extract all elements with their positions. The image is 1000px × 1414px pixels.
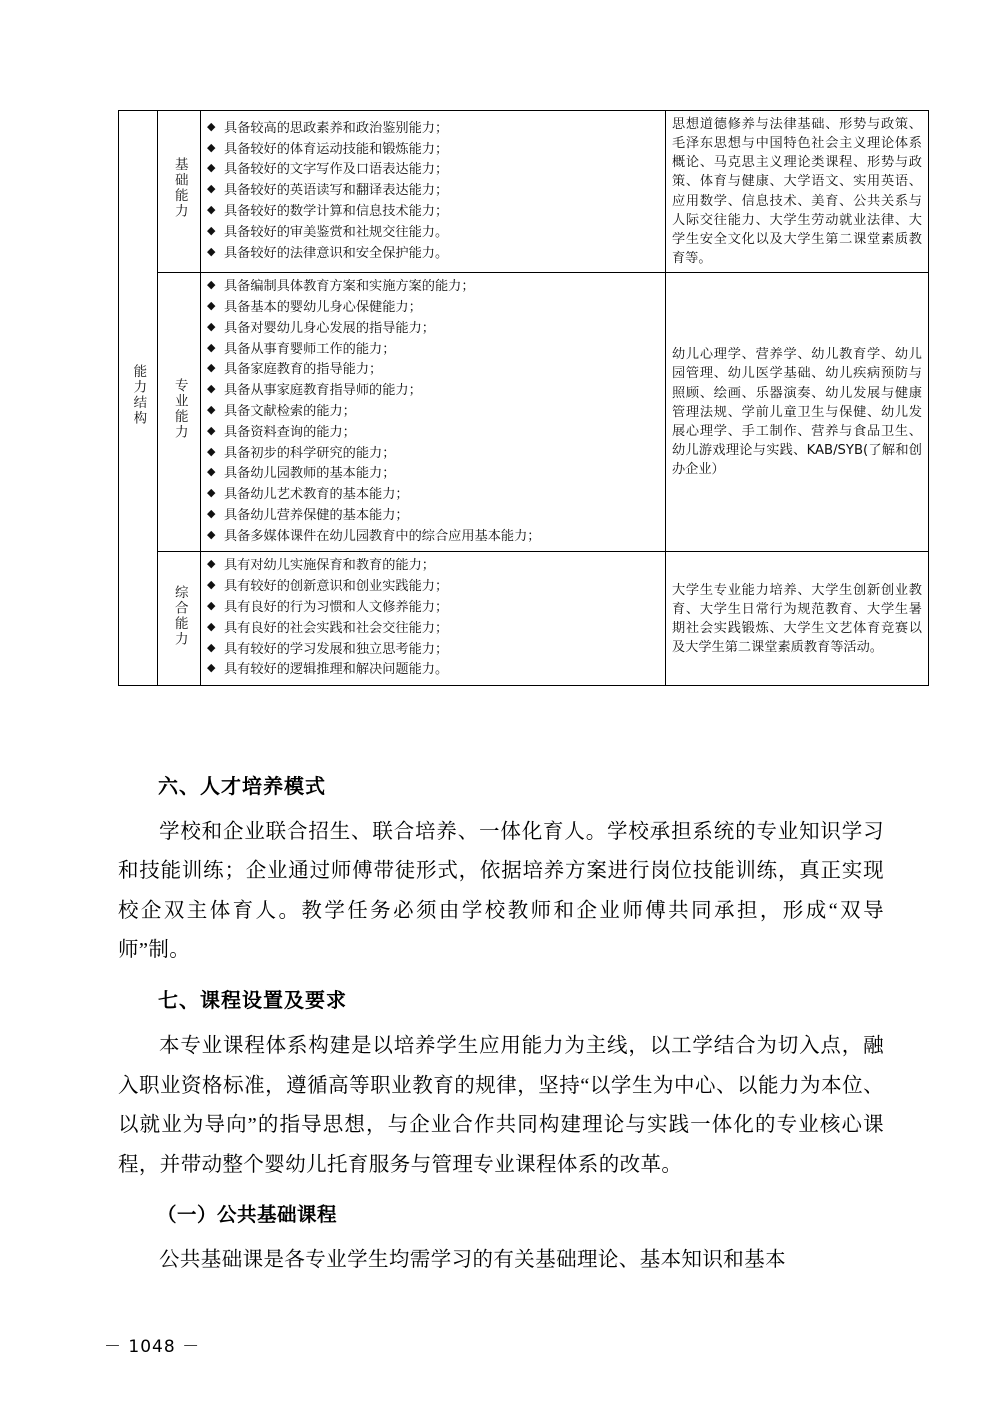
table-row xyxy=(119,111,929,273)
list-item: ◆ 具备较好的英语读写和翻译表达能力； xyxy=(207,181,659,201)
section-heading-6: 六、人才培养模式 xyxy=(158,774,326,798)
list-item: ◆ 具备基本的婴幼儿身心保健能力； xyxy=(207,298,659,318)
subsection-heading: （一）公共基础课程 xyxy=(157,1202,338,1226)
ability-list xyxy=(207,556,659,680)
list-item: ◆ 具有较好的学习发展和独立思考能力； xyxy=(207,640,659,660)
list-item: ◆ 具备幼儿艺术教育的基本能力； xyxy=(207,485,659,505)
ability-list xyxy=(207,277,659,546)
row-label-professional: 专业能力 xyxy=(158,273,201,552)
list-item: ◆ 具有较好的创新意识和创业实践能力； xyxy=(207,577,659,597)
list-item: ◆ 具有对幼儿实施保育和教育的能力； xyxy=(207,556,659,576)
list-item: ◆ 具备资料查询的能力； xyxy=(207,423,659,443)
table-row xyxy=(119,552,929,686)
courses-cell-basic: 思想道德修养与法律基础、形势与政策、毛泽东思想与中国特色社会主义理论体系概论、马克思主义理论类课程、形势与政策、体育与健康、大学语文、实用英语、应用数学、信息技术、美育、公共关系与人际交往能力、大学生劳动就业法律、大学生安全文化以及大学生第二课堂素质教育等。 xyxy=(666,111,929,273)
document-body xyxy=(118,770,884,1280)
row-group-label: 能力结构 xyxy=(119,111,158,686)
list-item: ◆ 具有较好的逻辑推理和解决问题能力。 xyxy=(207,660,659,680)
row-label-basic: 基础能力 xyxy=(158,111,201,273)
list-item: ◆ 具备较高的思政素养和政治鉴别能力； xyxy=(207,119,659,139)
paragraph: 学校和企业联合招生、联合培养、一体化育人。学校承担系统的专业知识学习和技能训练；企业通过师傅带徒形式，依据培养方案进行岗位技能训练，真正实现校企双主体育人。教学任务必须由学校教师和企业师傅共同承担，形成“双导师”制。 xyxy=(118,821,884,962)
abilities-cell-comprehensive xyxy=(201,552,666,686)
list-item: ◆ 具备较好的审美鉴赏和社规交往能力。 xyxy=(207,223,659,243)
list-item: ◆ 具备文献检索的能力； xyxy=(207,402,659,422)
list-item: ◆ 具备多媒体课件在幼儿园教育中的综合应用基本能力； xyxy=(207,527,659,547)
list-item: ◆ 具备从事育婴师工作的能力； xyxy=(207,340,659,360)
ability-structure-table xyxy=(118,110,922,686)
list-item: ◆ 具备幼儿园教师的基本能力； xyxy=(207,464,659,484)
list-item: ◆ 具备家庭教育的指导能力； xyxy=(207,360,659,380)
list-item: ◆ 具备较好的体育运动技能和锻炼能力； xyxy=(207,140,659,160)
paragraph: 公共基础课是各专业学生均需学习的有关基础理论、基本知识和基本 xyxy=(159,1248,786,1271)
courses-cell-comprehensive: 大学生专业能力培养、大学生创新创业教育、大学生日常行为规范教育、大学生暑期社会实践锻炼、大学生文艺体育竞赛以及大学生第二课堂素质教育等活动。 xyxy=(666,552,929,686)
list-item: ◆ 具备幼儿营养保健的基本能力； xyxy=(207,506,659,526)
page-number: － 1048 － xyxy=(104,1337,201,1357)
list-item: ◆ 具有良好的社会实践和社会交往能力； xyxy=(207,619,659,639)
list-item: ◆ 具备编制具体教育方案和实施方案的能力； xyxy=(207,277,659,297)
courses-cell-professional: 幼儿心理学、营养学、幼儿教育学、幼儿园管理、幼儿医学基础、幼儿疾病预防与照顾、绘画、乐器演奏、幼儿发展与健康管理法规、学前儿童卫生与保健、幼儿发展心理学、手工制作、营养与食品卫生、幼儿游戏理论与实践、KAB/SYB(了解和创办企业） xyxy=(666,273,929,552)
section-heading-7: 七、课程设置及要求 xyxy=(158,988,347,1013)
abilities-cell-basic xyxy=(201,111,666,273)
list-item: ◆ 具有良好的行为习惯和人文修养能力； xyxy=(207,598,659,618)
table-row xyxy=(119,273,929,552)
list-item: ◆ 具备较好的数学计算和信息技术能力； xyxy=(207,202,659,222)
ability-list xyxy=(207,119,659,264)
list-item: ◆ 具备较好的法律意识和安全保护能力。 xyxy=(207,244,659,264)
paragraph: 本专业课程体系构建是以培养学生应用能力为主线，以工学结合为切入点，融入职业资格标准，遵循高等职业教育的规律，坚持“以学生为中心、以能力为本位、以就业为导向”的指导思想，与企业合作共同构建理论与实践一体化的专业核心课程，并带动整个婴幼儿托育服务与管理专业课程体系的改革。 xyxy=(118,1035,884,1176)
list-item: ◆ 具备初步的科学研究的能力； xyxy=(207,444,659,464)
row-label-comprehensive: 综合能力 xyxy=(158,552,201,686)
list-item: ◆ 具备对婴幼儿身心发展的指导能力； xyxy=(207,319,659,339)
abilities-cell-professional xyxy=(201,273,666,552)
list-item: ◆ 具备较好的文字写作及口语表达能力； xyxy=(207,160,659,180)
list-item: ◆ 具备从事家庭教育指导师的能力； xyxy=(207,381,659,401)
